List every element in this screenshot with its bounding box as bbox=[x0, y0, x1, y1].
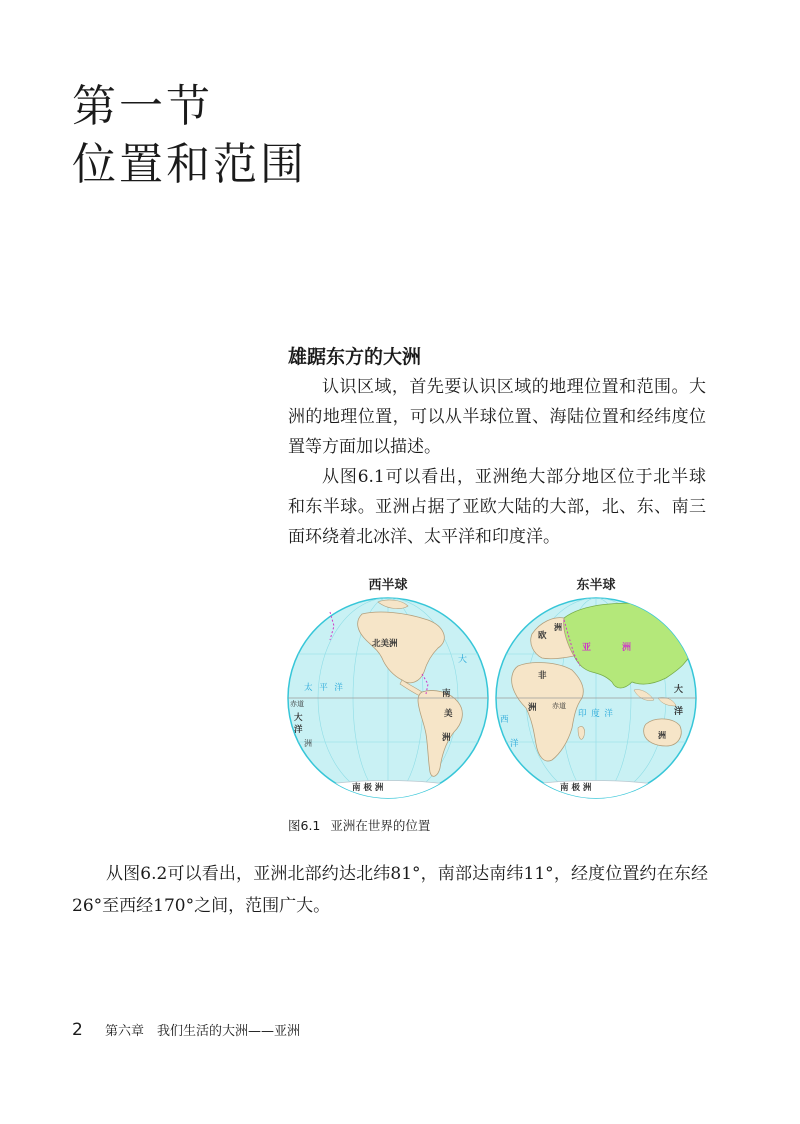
indian-ocean-label: 印 度 洋 bbox=[578, 709, 614, 719]
hemisphere-map bbox=[282, 574, 702, 810]
east-hemisphere-label: 东半球 bbox=[576, 578, 616, 593]
east-yang-label: 洋 bbox=[674, 707, 684, 717]
equator-label-west: 赤道 bbox=[290, 700, 304, 708]
east-hemisphere bbox=[496, 598, 696, 804]
west-da-label: 大 bbox=[294, 713, 303, 723]
east-da-label: 大 bbox=[674, 685, 684, 695]
atlantic-yang-label: 洋 bbox=[510, 739, 519, 749]
asia-label-2: 洲 bbox=[622, 643, 632, 653]
body-column bbox=[288, 372, 706, 552]
caption-number: 图6.1 bbox=[288, 818, 321, 833]
equator-label-east: 赤道 bbox=[552, 702, 566, 710]
chapter-title bbox=[72, 78, 307, 194]
title-line-1: 第一节 bbox=[72, 81, 213, 132]
europe-label-2: 洲 bbox=[554, 623, 562, 632]
atlantic-xi-label: 西 bbox=[500, 715, 509, 725]
page-number: 2 bbox=[72, 1020, 83, 1040]
figure-caption bbox=[288, 816, 436, 834]
antarctica-east-shape bbox=[518, 781, 674, 805]
section-heading: 雄踞东方的大洲 bbox=[288, 346, 422, 368]
paragraph-1: 认识区域，首先要认识区域的地理位置和范围。大洲的地理位置，可以从半球位置、海陆位置和经纬度位置等方面加以描述。 bbox=[288, 377, 706, 457]
paragraph-2: 从图6.1可以看出，亚洲绝大部分地区位于北半球和东半球。亚洲占据了亚欧大陆的大部，北、东、南三面环绕着北冰洋、太平洋和印度洋。 bbox=[288, 467, 706, 547]
west-hemisphere bbox=[288, 598, 488, 804]
paragraph-3: 从图6.2可以看出，亚洲北部约达北纬81°，南部达南纬11°，经度位置约在东经26°至西经170°之间，范围广大。 bbox=[72, 864, 708, 916]
australia-label: 洲 bbox=[658, 731, 666, 740]
asia-label-1: 亚 bbox=[582, 643, 592, 653]
pacific-ocean-label-west: 太 平 洋 bbox=[304, 683, 345, 693]
north-america-label: 北美洲 bbox=[372, 639, 398, 649]
south-america-label-1: 南 bbox=[442, 689, 451, 699]
antarctica-west-label: 南 极 洲 bbox=[352, 783, 384, 793]
hemisphere-map-figure bbox=[282, 574, 702, 810]
europe-label-1: 欧 bbox=[538, 631, 547, 641]
antarctica-west-shape bbox=[312, 781, 464, 805]
west-hemisphere-label: 西半球 bbox=[368, 578, 408, 593]
africa-label-1: 非 bbox=[538, 671, 547, 681]
west-zhou-label: 洲 bbox=[304, 739, 312, 748]
running-footer: 第六章 我们生活的大洲——亚洲 bbox=[104, 1024, 300, 1039]
south-america-label-2: 美 bbox=[444, 709, 453, 719]
caption-text: 亚洲在世界的位置 bbox=[330, 818, 431, 833]
west-yang-label: 洋 bbox=[294, 725, 303, 735]
title-line-2: 位置和范围 bbox=[72, 139, 307, 190]
antarctica-east-label: 南 极 洲 bbox=[560, 783, 592, 793]
page-footer bbox=[72, 1020, 300, 1040]
south-america-label-3: 洲 bbox=[442, 733, 451, 743]
atlantic-da-label: 大 bbox=[458, 655, 468, 665]
africa-label-2: 洲 bbox=[528, 703, 537, 713]
